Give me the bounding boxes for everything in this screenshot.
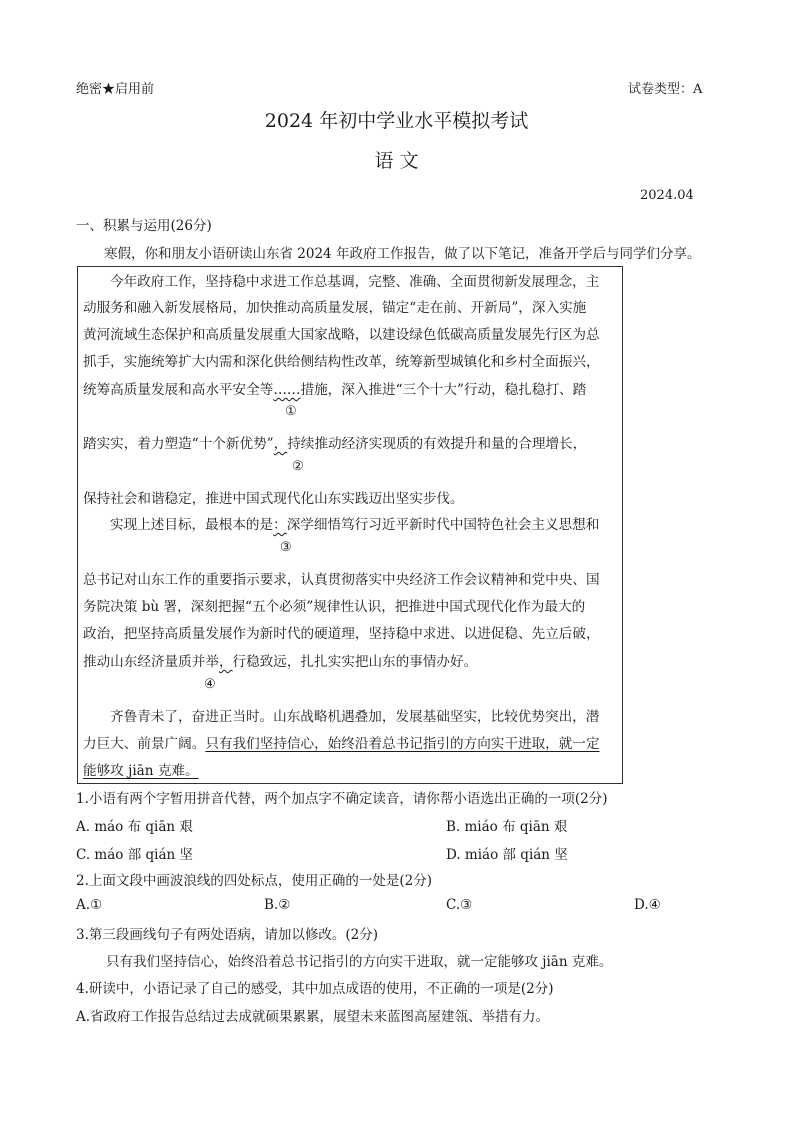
subject-title: 语 文: [374, 150, 419, 172]
passage-line: [83, 650, 477, 670]
marker-3: ③: [280, 540, 292, 555]
passage-text: 深学细悟笃行习近平新时代中国特色社会主义思想和: [286, 517, 600, 533]
option-2c: C.③: [446, 897, 473, 913]
passage-line: [83, 732, 600, 752]
passage-line: 黄河流域生态保护和高质量发展重大国家战略，以建设绿色低碳高质量发展先行区为总: [83, 327, 600, 343]
passage-text: 力巨大、前景广阔。: [83, 736, 206, 752]
passage-line: [83, 432, 586, 452]
question-3: 3.第三段画线句子有两处语病，请加以修改。(2分): [76, 927, 379, 943]
option-2b: B.②: [264, 897, 291, 913]
paper-type-label: 试卷类型：A: [628, 82, 703, 97]
passage-line: 齐鲁青未了，奋进正当时。山东战略机遇叠加，发展基础坚实，比较优势突出，潜: [110, 709, 600, 725]
confidential-label: 绝密★启用前: [76, 82, 155, 97]
option-1c: C. máo 部 qián 坚: [76, 847, 193, 863]
marker-2: ②: [292, 459, 304, 474]
underlined-sentence: 只有我们坚持信心，始终沿着总书记指引的方向实干进取，就一定: [205, 736, 600, 752]
option-4a: A.省政府工作报告总结过去成就硕果累累，展望未来蓝图高屋建瓴、举措有力。: [76, 1009, 550, 1025]
wavy-punctuation-4: ，: [218, 654, 233, 670]
passage-text: 措施，深入推进“三个十大”行动，稳扎稳打、踏: [300, 382, 587, 398]
passage-line: [83, 378, 586, 398]
question-3-sentence: 只有我们坚持信心，始终沿着总书记指引的方向实干进取，就一定能够攻 jiān 克难。: [106, 954, 613, 970]
marker-1: ①: [285, 404, 297, 419]
passage-text: 统筹高质量发展和高水平安全等: [83, 382, 274, 398]
passage-text: 推动山东经济量质并举: [83, 654, 219, 670]
exam-date: 2024.04: [640, 188, 694, 203]
passage-line: [110, 513, 599, 533]
question-4: 4.研读中，小语记录了自己的感受，其中加点成语的使用，不正确的一项是(2分): [76, 981, 554, 997]
passage-text: 持续推动经济实现质的有效提升和量的合理增长，: [287, 436, 587, 452]
passage-line: 务院决策 bù 署，深刻把握“五个必须”规律性认识，把推进中国式现代化作为最大的: [83, 599, 586, 615]
passage-text: 踏实实，着力塑造“十个新优势”: [83, 436, 274, 452]
wavy-punctuation-2: ，: [273, 436, 288, 452]
option-2d: D.④: [634, 897, 661, 913]
option-1d: D. miáo 部 qián 坚: [446, 847, 568, 863]
marker-4: ④: [204, 677, 216, 692]
option-1a: A. máo 布 qiān 艰: [76, 819, 193, 835]
passage-line: 今年政府工作，坚持稳中求进工作总基调，完整、准确、全面贯彻新发展理念，主: [110, 274, 600, 290]
passage-line: 抓手，实施统筹扩大内需和深化供给侧结构性改革，统筹新型城镇化和乡村全面振兴，: [83, 354, 600, 370]
passage-line: 动服务和融入新发展格局，加快推动高质量发展，锚定“走在前、开新局”，深入实施: [83, 300, 587, 316]
passage-text: 行稳致远，扎扎实实把山东的事情办好。: [232, 654, 478, 670]
section-heading: 一、积累与运用(26分): [76, 218, 212, 234]
passage-line: 政治，把坚持高质量发展作为新时代的硬道理，坚持稳中求进、以进促稳、先立后破，: [83, 626, 600, 642]
passage-line: 保持社会和谐稳定，推进中国式现代化山东实践迈出坚实步伐。: [83, 491, 464, 507]
exam-title: 2024 年初中学业水平模拟考试: [264, 110, 529, 132]
option-1b: B. miáo 布 qiān 艰: [446, 819, 568, 835]
question-1: 1.小语有两个字暂用拼音代替，两个加点字不确定读音，请你帮小语选出正确的一项(2分): [76, 791, 608, 807]
passage-line: 总书记对山东工作的重要指示要求，认真贯彻落实中央经济工作会议精神和党中央、国: [83, 572, 600, 588]
underlined-sentence-end: 能够攻 jiān 克难。: [83, 763, 199, 779]
option-2a: A.①: [76, 897, 103, 913]
wavy-punctuation-3: ：: [273, 517, 287, 533]
section-intro: 寒假，你和朋友小语研读山东省 2024 年政府工作报告，做了以下笔记，准备开学后与同学们分享。: [104, 246, 701, 262]
passage-text: 实现上述目标，最根本的是: [110, 517, 274, 533]
question-2: 2.上面文段中画波浪线的四处标点，使用正确的一处是(2分): [76, 873, 433, 889]
wavy-punctuation-1: ……: [273, 382, 301, 398]
